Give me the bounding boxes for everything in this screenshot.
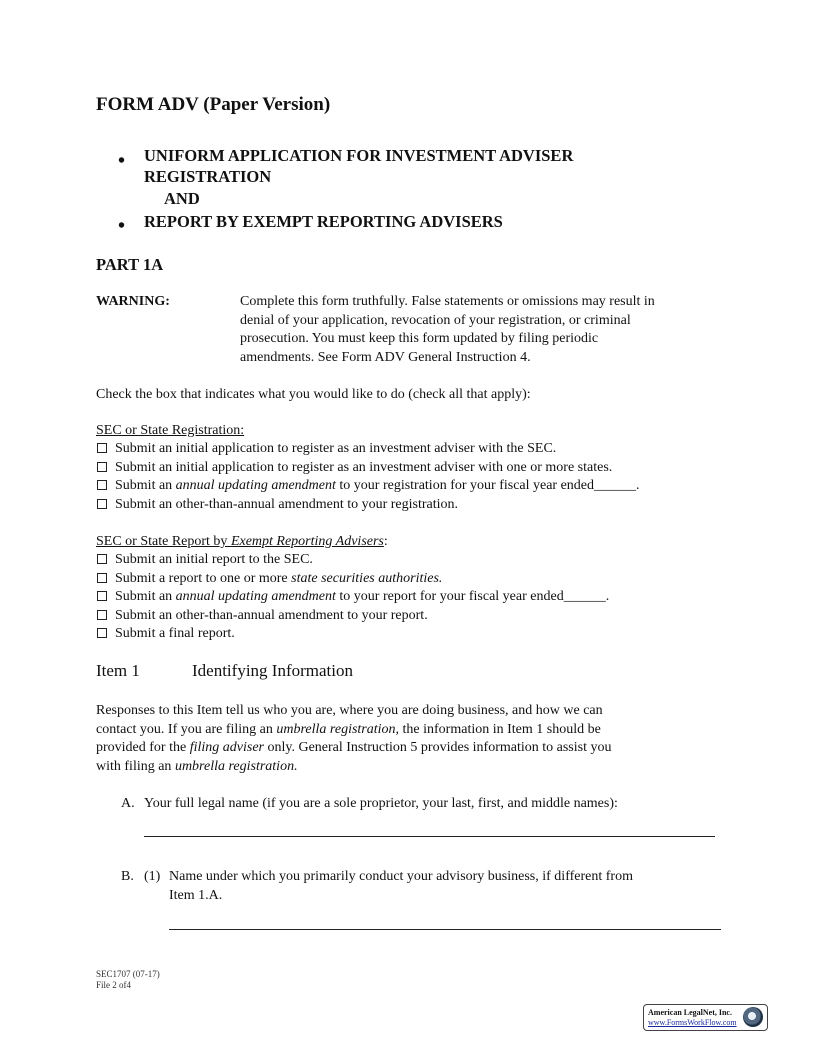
legal-name-input-line[interactable]: [144, 836, 715, 837]
american-legalnet-logo[interactable]: [643, 1004, 768, 1031]
question-a-text: Your full legal name (if you are a sole proprietor, your last, first, and middle names):: [144, 796, 618, 811]
footer-form-id: SEC1707 (07-17): [96, 969, 160, 979]
item1-title: Identifying Information: [192, 661, 353, 680]
checkbox[interactable]: [97, 462, 107, 472]
question-b-sub-label: (1): [144, 869, 161, 884]
sec-registration-options: [97, 440, 640, 514]
checkbox-row[interactable]: Submit an annual updating amendment to your registration for your fiscal year ended______.: [97, 477, 640, 496]
sec-registration-heading: SEC or State Registration:: [96, 423, 245, 438]
warning-text: [240, 293, 655, 367]
bullet-and: AND: [164, 189, 200, 208]
checkbox[interactable]: [97, 480, 107, 490]
footer-file: File 2 of4: [96, 980, 131, 990]
bullet-dot: •: [118, 215, 126, 237]
checkbox[interactable]: [97, 628, 107, 638]
question-a-label: A.: [121, 796, 135, 811]
paragraph-line: contact you. If you are filing an umbrella registration, the information in Item 1 should be: [96, 721, 601, 737]
warning-line: Complete this form truthfully. False statements or omissions may result in: [240, 294, 655, 309]
check-instruction: Check the box that indicates what you would like to do (check all that apply):: [96, 387, 531, 402]
logo-company-name: American LegalNet, Inc.: [648, 1008, 732, 1017]
bullet-text-uniform-line2: REGISTRATION: [144, 167, 272, 186]
checkbox-row[interactable]: Submit an other-than-annual amendment to your registration.: [97, 496, 640, 515]
warning-line: amendments. See Form ADV General Instruction 4.: [240, 349, 531, 365]
paragraph-line: Responses to this Item tell us who you are, where you are doing business, and how we can: [96, 703, 603, 718]
checkbox[interactable]: [97, 443, 107, 453]
question-b-label: B.: [121, 869, 134, 884]
bullet-dot: •: [118, 150, 126, 172]
checkbox[interactable]: [97, 591, 107, 601]
paragraph-line: provided for the filing adviser only. General Instruction 5 provides information to assist you: [96, 740, 612, 755]
warning-line: denial of your application, revocation of your registration, or criminal: [240, 312, 631, 328]
exempt-report-options: [97, 551, 609, 644]
question-b-text: [169, 868, 633, 905]
footer: [96, 969, 160, 991]
checkbox-row[interactable]: Submit a report to one or more state securities authorities.: [97, 570, 609, 589]
part-heading: PART 1A: [96, 255, 164, 274]
checkbox-row[interactable]: Submit an initial application to register as an investment adviser with the SEC.: [97, 440, 640, 459]
paragraph-line: with filing an umbrella registration.: [96, 758, 298, 774]
checkbox[interactable]: [97, 573, 107, 583]
checkbox-row[interactable]: Submit an other-than-annual amendment to your report.: [97, 607, 609, 626]
checkbox-row[interactable]: Submit an annual updating amendment to your report for your fiscal year ended______.: [97, 588, 609, 607]
checkbox[interactable]: [97, 499, 107, 509]
item1-paragraph: [96, 702, 611, 776]
warning-label: WARNING:: [96, 294, 170, 309]
seal-icon: [743, 1007, 763, 1027]
question-b-line: Name under which you primarily conduct your advisory business, if different from: [169, 869, 633, 884]
warning-line: prosecution. You must keep this form updated by filing periodic: [240, 331, 599, 346]
checkbox-row[interactable]: Submit an initial application to register as an investment adviser with one or more states.: [97, 459, 640, 478]
question-b-line: Item 1.A.: [169, 887, 223, 903]
exempt-report-heading: SEC or State Report by Exempt Reporting Advisers:: [96, 534, 388, 549]
checkbox-row[interactable]: Submit an initial report to the SEC.: [97, 551, 609, 570]
bullet-text-uniform-line1: UNIFORM APPLICATION FOR INVESTMENT ADVISER: [144, 146, 574, 165]
bullet-text-report: REPORT BY EXEMPT REPORTING ADVISERS: [144, 212, 503, 231]
checkbox[interactable]: [97, 610, 107, 620]
business-name-input-line[interactable]: [169, 929, 721, 930]
checkbox[interactable]: [97, 554, 107, 564]
logo-url-link[interactable]: www.FormsWorkFlow.com: [648, 1018, 737, 1027]
form-title: FORM ADV (Paper Version): [96, 94, 331, 115]
item1-number: Item 1: [96, 661, 140, 680]
checkbox-row[interactable]: Submit a final report.: [97, 625, 609, 644]
